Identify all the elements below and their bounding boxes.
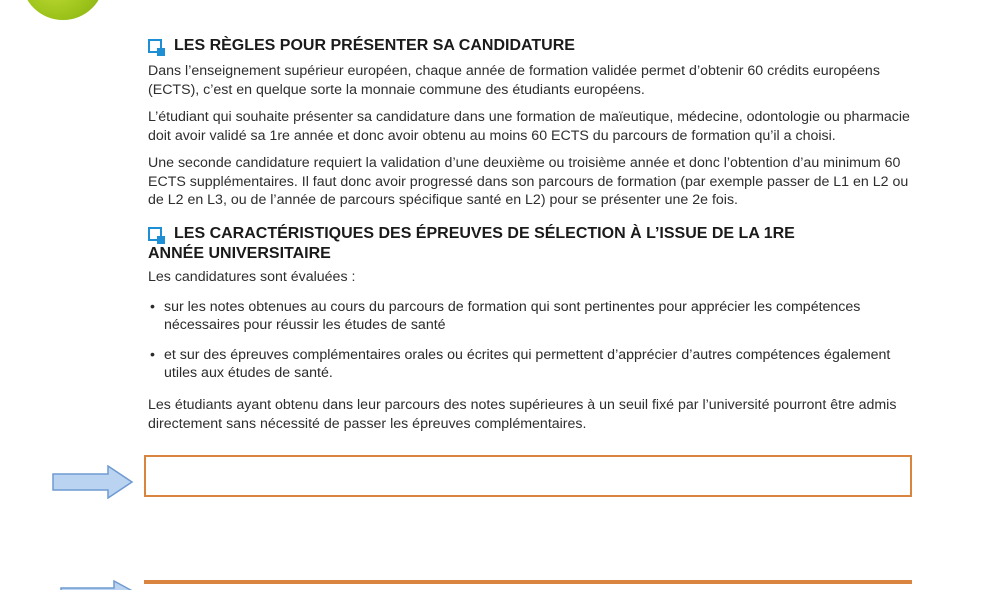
paragraph-direct-admission: Les étudiants ayant obtenu dans leur parcours des notes supérieures à un seuil fixé par l’université pourront être admis directement sans nécessité de passer les épreuves complémentaires. bbox=[148, 397, 897, 432]
section-heading-selection-line1: LES CARACTÉRISTIQUES DES ÉPREUVES DE SÉLECTION À L’ISSUE DE LA 1RE bbox=[174, 224, 795, 242]
paragraph-first-application: L’étudiant qui souhaite présenter sa candidature dans une formation de maïeutique, médecine, odontologie ou pharmacie doit avoir validé sa 1re année et donc avoir obtenu au moins 60 ECTS du parcours de formation qu’il a choisi. bbox=[148, 109, 910, 144]
paragraph-ects: Dans l’enseignement supérieur européen, chaque année de formation validée permet d’obtenir 60 crédits européens (ECTS), c’est en quelque sorte la monnaie commune des étudiants européens. bbox=[148, 63, 880, 98]
list-item-grades: • sur les notes obtenues au cours du parcours de formation qui sont pertinentes pour apprécier les compétences nécessaires pour réussir les études de santé bbox=[150, 298, 918, 334]
document-content bbox=[148, 36, 918, 442]
section-heading-selection bbox=[148, 224, 918, 264]
right-arrow-icon bbox=[60, 580, 140, 590]
orange-highlight-box bbox=[144, 455, 912, 497]
section-heading-selection-line2: ANNÉE UNIVERSITAIRE bbox=[148, 244, 331, 262]
green-logo-circle bbox=[22, 0, 104, 20]
section-heading-rules bbox=[148, 36, 918, 56]
checkbox-bullet-icon bbox=[148, 227, 162, 241]
list-item-complementary-tests: • et sur des épreuves complémentaires orales ou écrites qui permettent d’apprécier d’autres compétences également utiles aux études de santé. bbox=[150, 346, 918, 382]
section-heading-rules-text: LES RÈGLES POUR PRÉSENTER SA CANDIDATURE bbox=[174, 37, 575, 54]
paragraph-evaluation-intro: Les candidatures sont évaluées : bbox=[148, 268, 356, 285]
right-arrow-icon bbox=[52, 465, 134, 499]
checkbox-bullet-icon bbox=[148, 39, 162, 53]
paragraph-second-application: Une seconde candidature requiert la validation d’une deuxième ou troisième année et donc l’obtention d’au minimum 60 ECTS supplémentaires. Il faut donc avoir progressé dans son parcours de formation (par exemple passer de L1 en L2 ou de L2 en L3, ou de l’année de parcours spécifique santé en L2) pour se présenter une 2e fois. bbox=[148, 155, 909, 208]
orange-highlight-bar bbox=[144, 580, 912, 584]
